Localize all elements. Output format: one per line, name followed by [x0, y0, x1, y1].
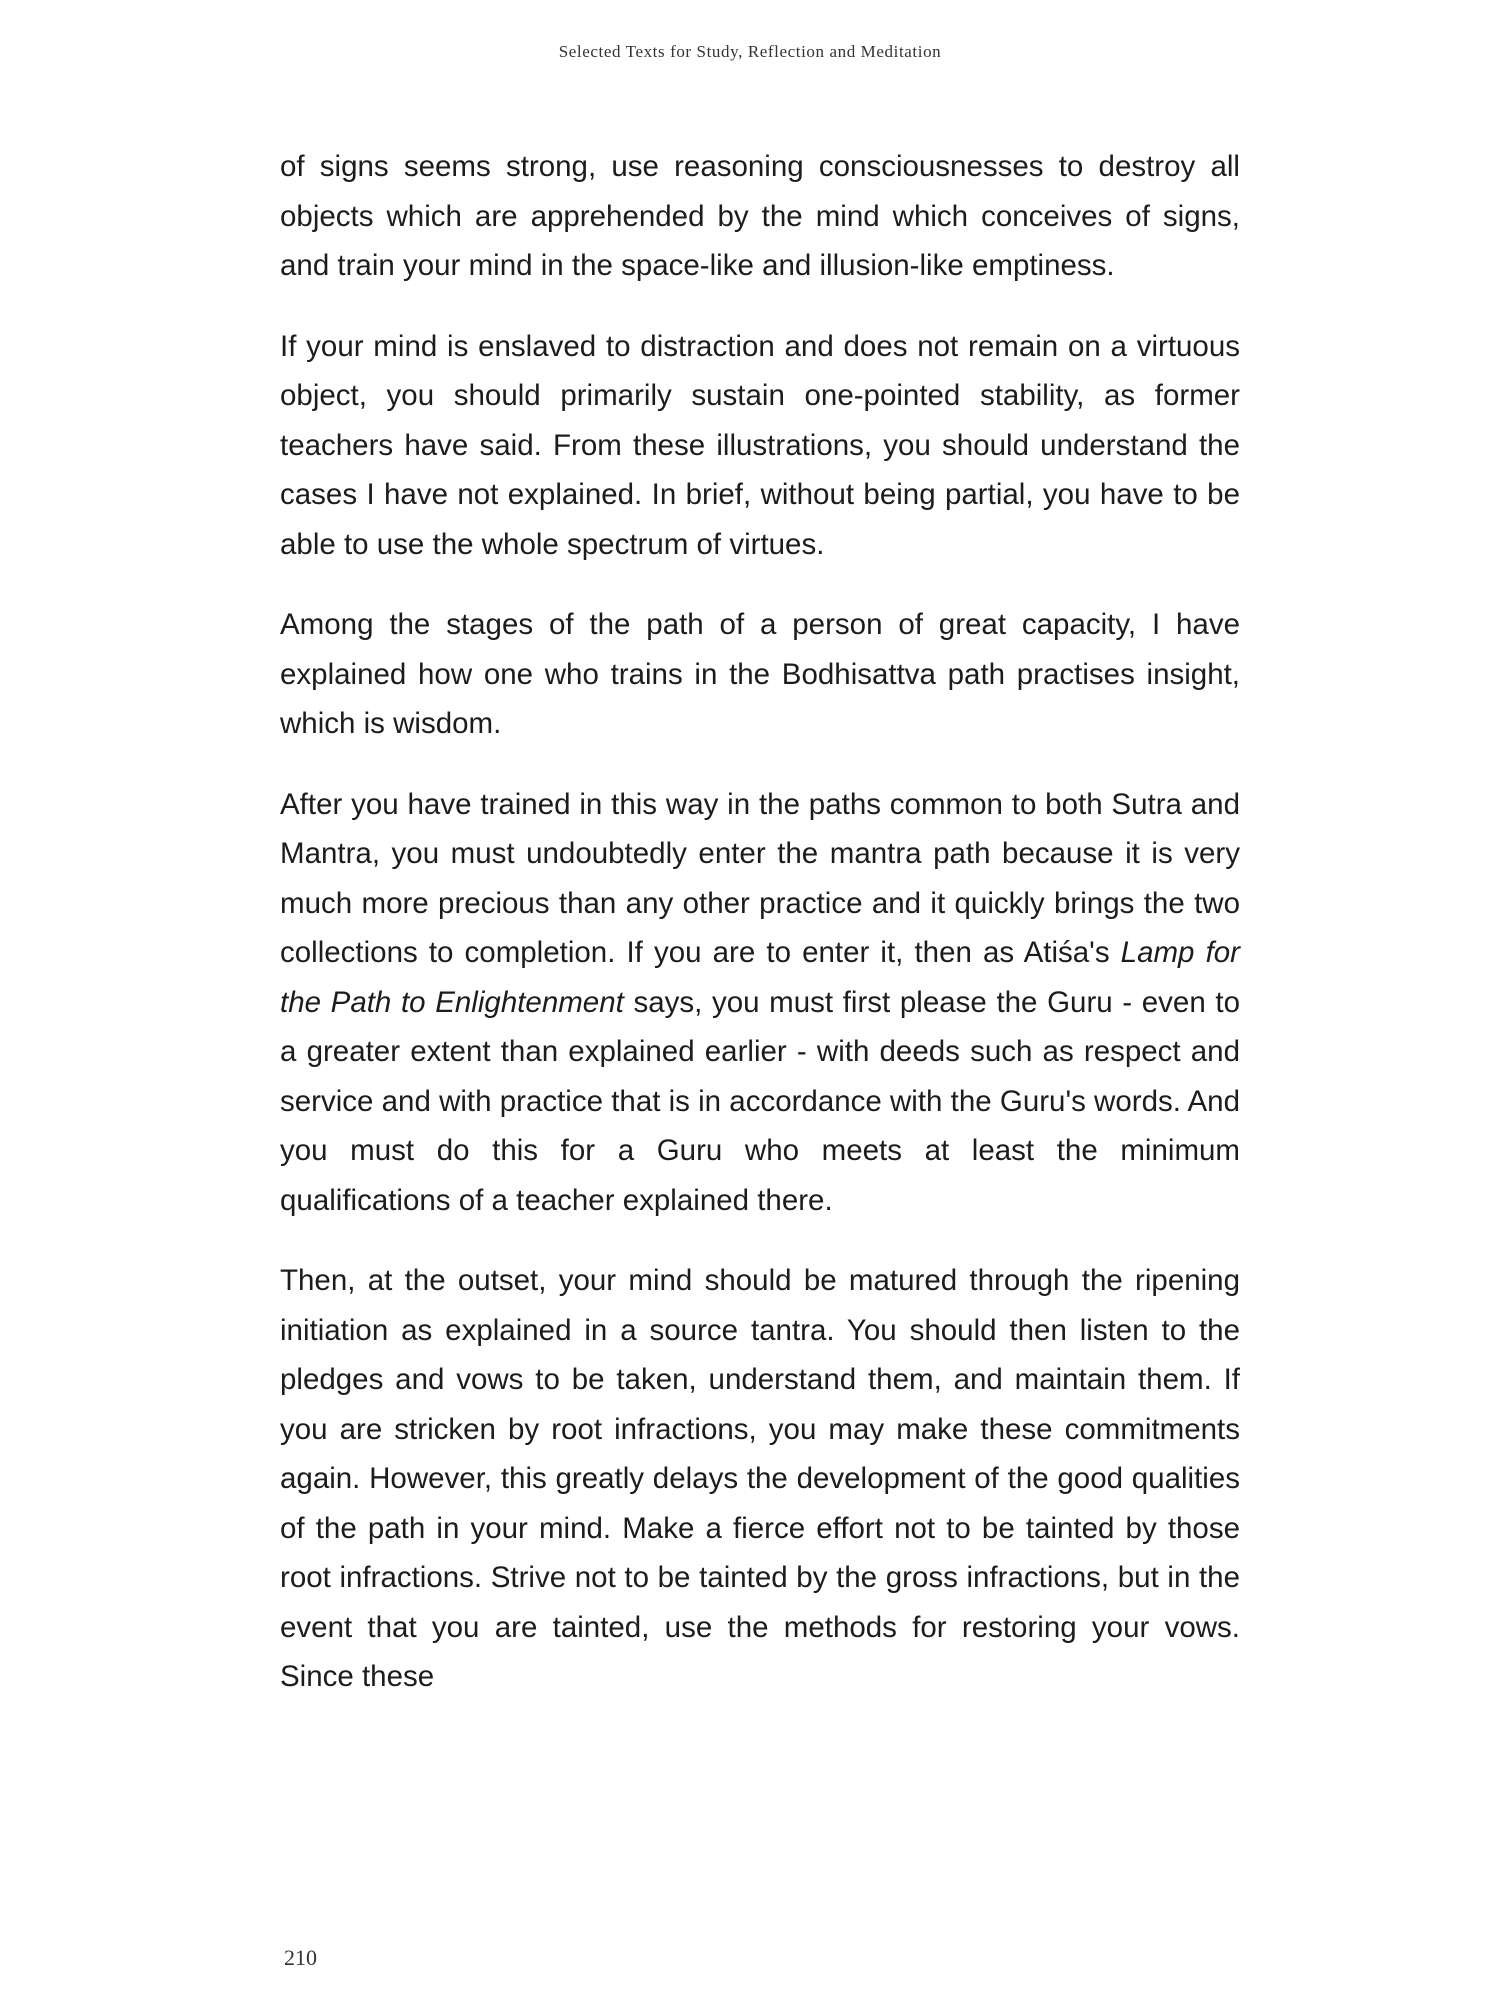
paragraph-5: Then, at the outset, your mind should be matured through the ripening initiation as explained in a source tantra. You should then listen to the pledges and vows to be taken, understand them, and maintain them. If you are stricken by root infractions, you may make these commitments again. However, this greatly delays the development of the good qualities of the path in your mind. Make a fierce effort not to be tainted by those root infractions. Strive not to be tainted by the gross infractions, but in the event that you are tainted, use the methods for restoring your vows. Since these	[280, 1264, 1240, 1693]
paragraph-4-part-a: After you have trained in this way in the paths common to both Sutra and Mantra, you must undoubtedly enter the mantra path because it is very much more precious than any other practice and it quickly brings the two collections to completion. If you are to enter it, then as Atiśa's	[280, 787, 1240, 969]
paragraph-2: If your mind is enslaved to distraction and does not remain on a virtuous object, you should primarily sustain one-pointed stability, as former teachers have said. From these illustrations, you should understand the cases I have not explained. In brief, without being partial, you have to be able to use the whole spectrum of virtues.	[280, 329, 1240, 561]
running-header: Selected Texts for Study, Reflection and Meditation	[558, 42, 942, 61]
paragraph-4-part-b: says, you must first please the Guru - even to a greater extent than explained earlier - with deeds such as respect and service and with practice that is in accordance with the Guru's words. And you must do this for a Guru who meets at least the minimum qualifications of a teacher explained there.	[280, 985, 1240, 1217]
paragraph-4	[280, 780, 1240, 1226]
book-title: Lamp for the Path to Enlightenment	[280, 936, 1240, 1019]
body-text	[280, 142, 1240, 1733]
paragraph-3: Among the stages of the path of a person of great capacity, I have explained how one who trains in the Bodhisattva path practises insight, which is wisdom.	[280, 608, 1240, 740]
paragraph-1: of signs seems strong, use reasoning consciousnesses to destroy all objects which are apprehended by the mind which conceives of signs, and train your mind in the space-like and illusion-like emptiness.	[280, 150, 1240, 282]
page-number: 210	[284, 1945, 317, 1970]
